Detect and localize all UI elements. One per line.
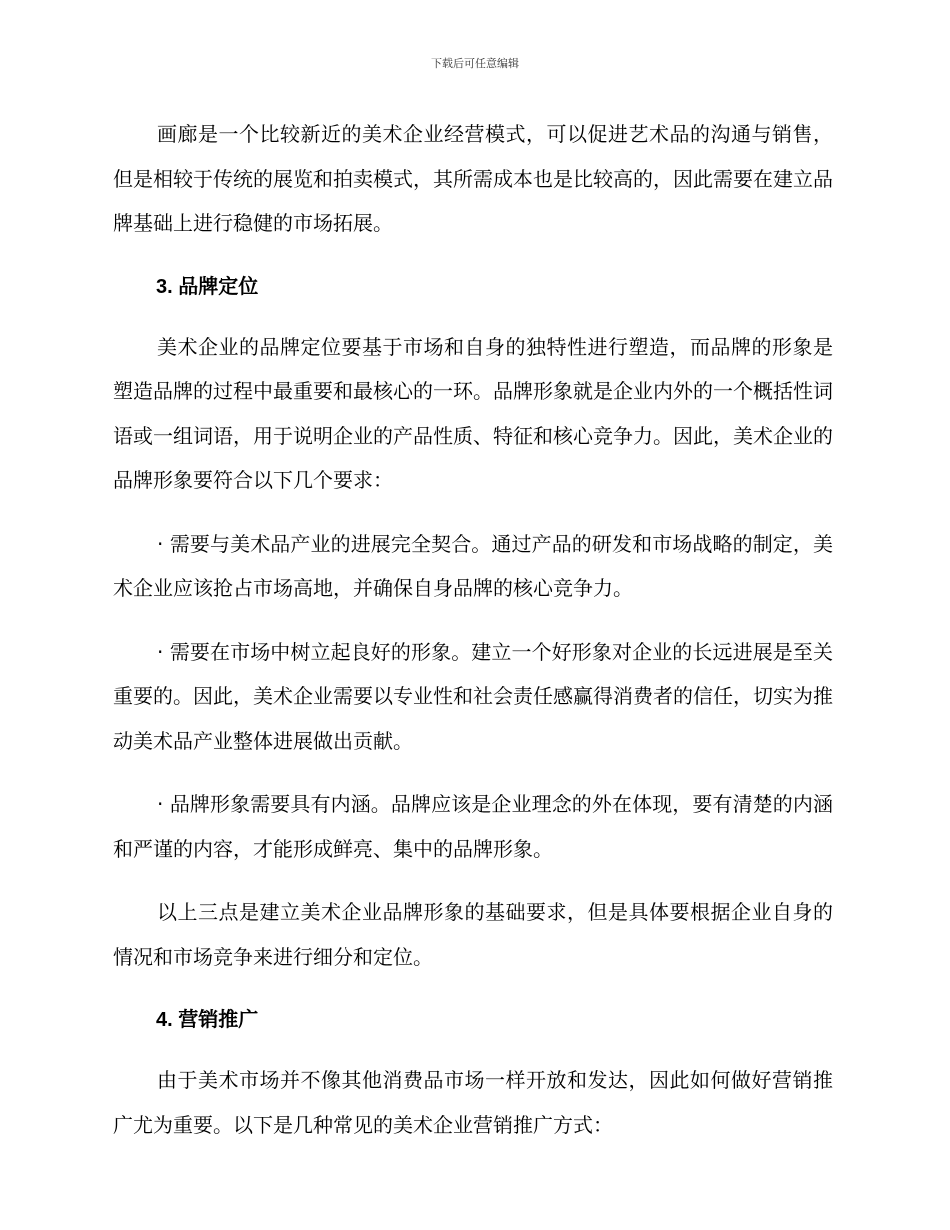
paragraph-brand-positioning: 美术企业的品牌定位要基于市场和自身的独特性进行塑造，而品牌的形象是塑造品牌的过程中最重要和最核心的一环。品牌形象就是企业内外的一个概括性词语或一组词语，用于说明企业的产品性质、特征和核心竞争力。因此，美术企业的品牌形象要符合以下几个要求：	[113, 334, 833, 492]
section-heading-brand-positioning: 3. 品牌定位	[156, 275, 259, 298]
paragraph-summary: 以上三点是建立美术企业品牌形象的基础要求，但是具体要根据企业自身的情况和市场竞争来进行细分和定位。	[113, 900, 833, 969]
bullet-item-1: · 需要与美术品产业的进展完全契合。通过产品的研发和市场战略的制定，美术企业应该抢占市场高地，并确保自身品牌的核心竞争力。	[113, 531, 833, 600]
paragraph-gallery: 画廊是一个比较新近的美术企业经营模式，可以促进艺术品的沟通与销售，但是相较于传统的展览和拍卖模式，其所需成本也是比较高的，因此需要在建立品牌基础上进行稳健的市场拓展。	[113, 122, 833, 235]
bullet-item-2: · 需要在市场中树立起良好的形象。建立一个好形象对企业的长远进展是至关重要的。因此，美术企业需要以专业性和社会责任感赢得消费者的信任，切实为推动美术品产业整体进展做出贡献。	[113, 639, 833, 753]
section-heading-marketing: 4. 营销推广	[156, 1009, 259, 1031]
bullet-item-3: · 品牌形象需要具有内涵。品牌应该是企业理念的外在体现，要有清楚的内涵和严谨的内容，才能形成鲜亮、集中的品牌形象。	[113, 792, 833, 861]
page-header: 下载后可任意编辑	[431, 57, 519, 70]
document-body	[113, 112, 833, 1166]
paragraph-marketing: 由于美术市场并不像其他消费品市场一样开放和发达，因此如何做好营销推广尤为重要。以下是几种常见的美术企业营销推广方式：	[113, 1068, 833, 1137]
